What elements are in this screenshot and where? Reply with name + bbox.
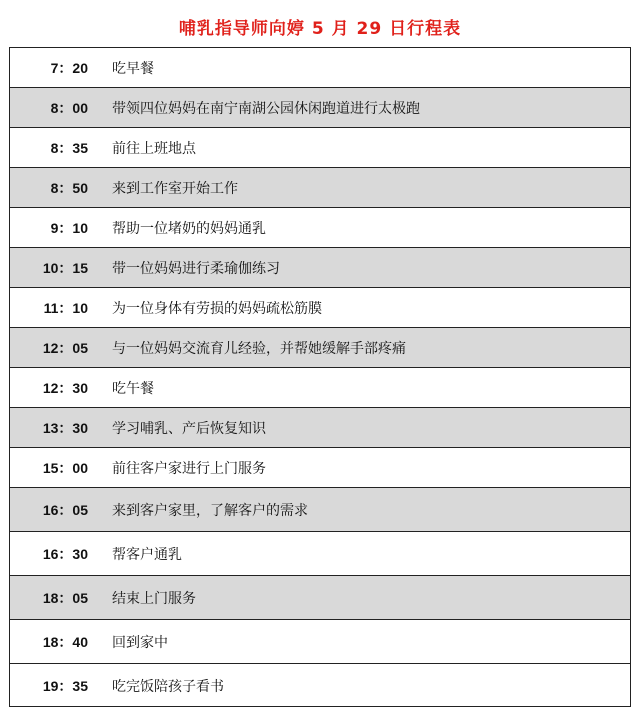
schedule-row (10, 576, 630, 620)
row-time: 8：00 (50, 99, 88, 116)
row-activity: 与一位妈妈交流育儿经验，并帮她缓解手部疼痛 (112, 340, 406, 357)
row-time: 8：50 (50, 179, 88, 196)
row-activity: 帮助一位堵奶的妈妈通乳 (112, 220, 266, 237)
row-time: 11：10 (43, 299, 88, 316)
row-time: 8：35 (50, 139, 88, 156)
row-time: 7：20 (50, 59, 88, 76)
row-activity: 结束上门服务 (112, 590, 196, 607)
row-activity: 前往上班地点 (112, 140, 196, 157)
schedule-row (10, 208, 630, 248)
row-time: 9：10 (50, 219, 88, 236)
schedule-row (10, 368, 630, 408)
schedule-row (10, 168, 630, 208)
schedule-row (10, 664, 630, 708)
row-activity: 来到工作室开始工作 (112, 180, 238, 197)
row-time: 16：05 (42, 501, 88, 518)
schedule-table (9, 47, 631, 707)
row-time: 18：05 (42, 589, 88, 606)
schedule-row (10, 488, 630, 532)
row-activity: 为一位身体有劳损的妈妈疏松筋膜 (112, 300, 322, 317)
row-activity: 帮客户通乳 (112, 546, 182, 563)
row-activity: 带一位妈妈进行柔瑜伽练习 (112, 260, 280, 277)
row-time: 13：30 (42, 419, 88, 436)
row-time: 12：05 (42, 339, 88, 356)
schedule-row (10, 48, 630, 88)
schedule-row (10, 328, 630, 368)
schedule-row (10, 408, 630, 448)
row-activity: 来到客户家里，了解客户的需求 (112, 502, 308, 519)
row-activity: 学习哺乳、产后恢复知识 (112, 420, 266, 437)
row-activity: 回到家中 (112, 634, 168, 651)
schedule-row (10, 128, 630, 168)
schedule-row (10, 248, 630, 288)
row-activity: 前往客户家进行上门服务 (112, 460, 266, 477)
row-time: 10：15 (42, 259, 88, 276)
schedule-row (10, 288, 630, 328)
schedule-row (10, 532, 630, 576)
schedule-row (10, 448, 630, 488)
row-activity: 吃完饭陪孩子看书 (112, 679, 224, 695)
schedule-row (10, 88, 630, 128)
row-time: 16：30 (42, 545, 88, 562)
row-activity: 吃午餐 (112, 380, 154, 397)
schedule-row (10, 620, 630, 664)
row-time: 15：00 (42, 459, 88, 476)
row-time: 19：35 (42, 678, 88, 694)
row-activity: 吃早餐 (112, 60, 154, 77)
row-activity: 带领四位妈妈在南宁南湖公园休闲跑道进行太极跑 (112, 100, 420, 117)
schedule-title: 哺乳指导师向婷 5 月 29 日行程表 (178, 19, 462, 39)
row-time: 18：40 (42, 633, 88, 650)
row-time: 12：30 (42, 379, 88, 396)
